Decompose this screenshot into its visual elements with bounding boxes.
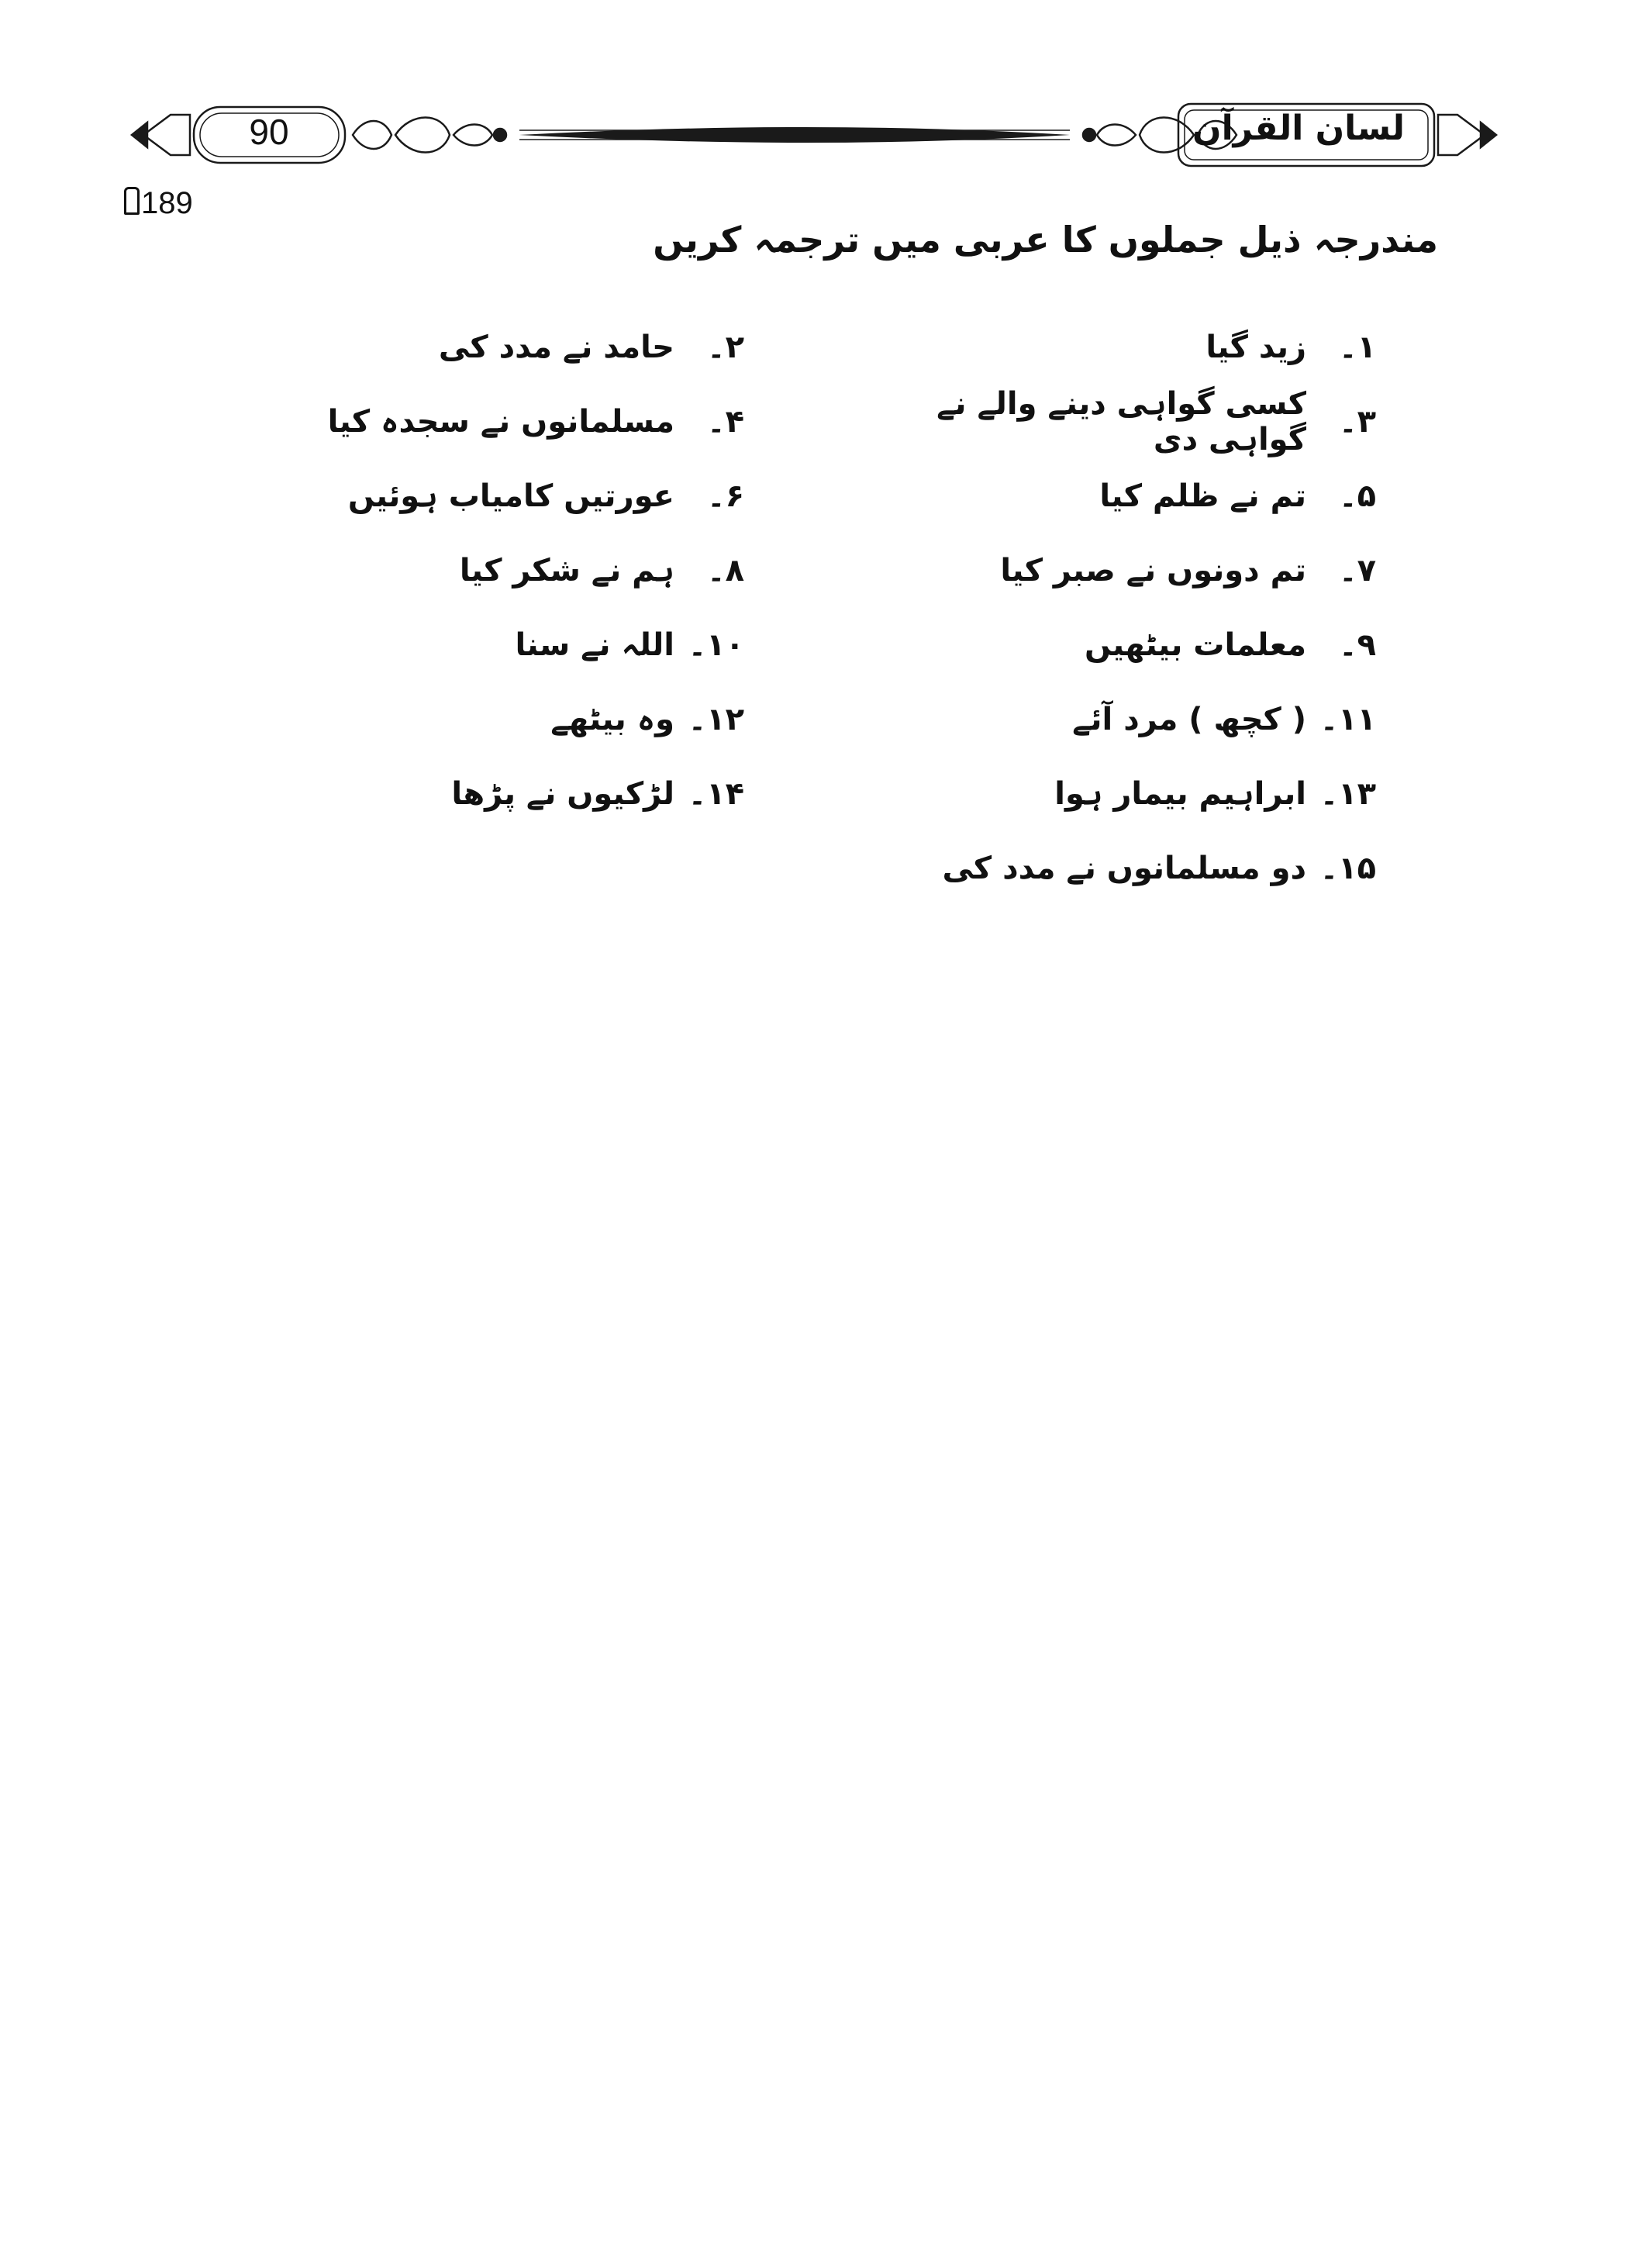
exercise-text: لڑکیوں نے پڑھا (451, 776, 674, 812)
exercise-text: تم نے ظلم کیا (1099, 478, 1306, 514)
exercise-item (833, 757, 1376, 831)
exercise-text: تم دونوں نے صبر کیا (1000, 553, 1306, 589)
exercise-number: ۱۵۔ (1319, 851, 1376, 886)
exercise-text: وہ بیٹھے (550, 702, 674, 737)
exercise-item (833, 310, 1376, 385)
exercise-item (264, 310, 744, 385)
margin-reference-number: 189 (141, 186, 193, 220)
exercise-item (833, 459, 1376, 533)
exercise-text: عورتیں کامیاب ہوئیں (347, 478, 674, 514)
exercise-number: ۵۔ (1339, 478, 1376, 514)
exercise-text: دو مسلمانوں نے مدد کی (942, 851, 1306, 886)
exercise-number: ۱۱۔ (1319, 702, 1376, 737)
exercise-item (833, 385, 1376, 459)
exercise-item (264, 533, 744, 608)
exercise-item (833, 831, 1376, 906)
exercise-item (264, 682, 744, 757)
exercise-number: ۹۔ (1339, 627, 1376, 663)
exercise-number: ۶۔ (707, 478, 744, 514)
exercise-instruction: مندرجہ ذیل جملوں کا عربی میں ترجمہ کریں (653, 219, 1438, 261)
exercise-item (264, 385, 744, 459)
exercise-text: کسی گواہی دینے والے نے گواہی دی (936, 386, 1306, 457)
book-icon (124, 187, 140, 215)
exercise-number: ۲۔ (707, 330, 744, 365)
exercise-number: ۱۰۔ (688, 627, 744, 663)
exercise-text: ابراہیم بیمار ہوا (1054, 776, 1306, 812)
exercise-text: اللہ نے سنا (515, 627, 674, 663)
exercise-list-left (264, 310, 744, 831)
exercise-item (264, 459, 744, 533)
exercise-number: ۱۴۔ (688, 776, 744, 812)
exercise-item (833, 682, 1376, 757)
exercise-number: ۸۔ (707, 553, 744, 589)
exercise-item (833, 533, 1376, 608)
exercise-text: زید گیا (1205, 330, 1306, 365)
exercise-item (833, 608, 1376, 682)
exercise-text: ہم نے شکر کیا (459, 553, 674, 589)
margin-reference (124, 186, 193, 221)
exercise-number: ۷۔ (1339, 553, 1376, 589)
exercise-list-right (833, 310, 1376, 906)
exercise-text: ( کچھ ) مرد آئے (1072, 702, 1306, 737)
book-title: لسان القرآن (1192, 109, 1405, 148)
exercise-number: ۱۲۔ (688, 702, 744, 737)
exercise-number: ۳۔ (1339, 404, 1376, 440)
page-number: 90 (249, 112, 289, 152)
exercise-item (264, 757, 744, 831)
exercise-number: ۴۔ (707, 404, 744, 440)
exercise-text: معلمات بیٹھیں (1084, 627, 1306, 663)
exercise-number: ۱۔ (1339, 330, 1376, 365)
exercise-text: مسلمانوں نے سجدہ کیا (327, 404, 674, 440)
exercise-text: حامد نے مدد کی (438, 330, 674, 365)
exercise-number: ۱۳۔ (1319, 776, 1376, 812)
exercise-item (264, 608, 744, 682)
